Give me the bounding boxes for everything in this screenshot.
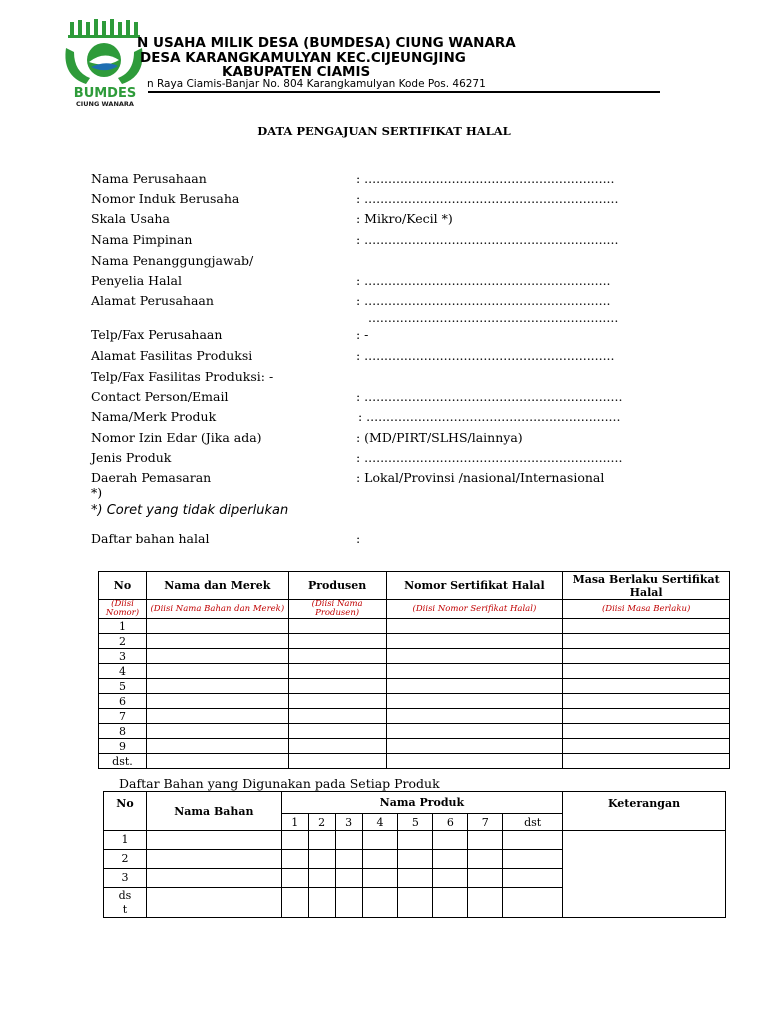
col-header-keterangan: Keterangan <box>563 792 726 831</box>
cell-nomor-sertifikat[interactable] <box>386 649 563 664</box>
cell-produk[interactable] <box>362 888 398 918</box>
hint-nomor-sertifikat: (Diisi Nomor Serifikat Halal) <box>386 600 563 619</box>
cell-nama-merek[interactable] <box>146 664 288 679</box>
row-number: 9 <box>99 739 147 754</box>
cell-produk[interactable] <box>362 850 398 869</box>
cell-masa-berlaku[interactable] <box>563 739 730 754</box>
col-header-nama-bahan: Nama Bahan <box>146 792 281 831</box>
table-header-row <box>99 572 730 600</box>
cell-nama-merek[interactable] <box>146 634 288 649</box>
cell-produk[interactable] <box>468 869 503 888</box>
cell-nomor-sertifikat[interactable] <box>386 754 563 769</box>
header-line-3: KABUPATEN CIAMIS <box>222 64 371 80</box>
row-number: 3 <box>104 869 147 888</box>
cell-nama-bahan[interactable] <box>146 869 281 888</box>
header-address: n Raya Ciamis-Banjar No. 804 Karangkamulyan Kode Pos. 46271 <box>147 78 486 90</box>
value-alamat-perusahaan[interactable]: : .............................................................. <box>356 293 611 308</box>
hint-nama-merek: (Diisi Nama Bahan dan Merek) <box>146 600 288 619</box>
table-row <box>99 739 730 754</box>
value-daerah-pemasaran[interactable]: : Lokal/Provinsi /nasional/Internasional <box>356 470 605 485</box>
strike-note: *) Coret yang tidak diperlukan <box>91 503 289 518</box>
cell-produk[interactable] <box>503 850 563 869</box>
value-nama-merk[interactable]: : ................................................................ <box>358 409 621 424</box>
cell-nama-bahan[interactable] <box>146 831 281 850</box>
row-number: 1 <box>99 619 147 634</box>
label-jenis-produk: Jenis Produk <box>91 450 172 465</box>
label-nama-merk: Nama/Merk Produk <box>91 409 217 424</box>
cell-produk[interactable] <box>335 850 362 869</box>
ingredients-per-product-table <box>103 791 726 918</box>
label-penanggungjawab: Nama Penanggungjawab/ <box>91 253 254 268</box>
cell-nama-bahan[interactable] <box>146 888 281 918</box>
table-header-row <box>104 792 726 814</box>
row-number: 7 <box>99 709 147 724</box>
cell-nama-merek[interactable] <box>146 709 288 724</box>
cell-produsen[interactable] <box>288 679 386 694</box>
col-header-produsen: Produsen <box>288 572 386 600</box>
col-header-nomor-sertifikat: Nomor Sertifikat Halal <box>386 572 563 600</box>
cell-produk[interactable] <box>433 850 468 869</box>
row-number: 2 <box>99 634 147 649</box>
hint-no: (Diisi Nomor) <box>99 600 147 619</box>
cell-produk[interactable] <box>362 869 398 888</box>
hint-masa-berlaku: (Diisi Masa Berlaku) <box>563 600 730 619</box>
label-alamat-perusahaan: Alamat Perusahaan <box>91 293 214 308</box>
cell-masa-berlaku[interactable] <box>563 679 730 694</box>
table-row <box>104 831 726 850</box>
cell-nomor-sertifikat[interactable] <box>386 634 563 649</box>
row-number: ds t <box>104 888 147 918</box>
cell-nomor-sertifikat[interactable] <box>386 619 563 634</box>
cell-produk[interactable] <box>308 869 335 888</box>
table-row <box>99 694 730 709</box>
cell-nomor-sertifikat[interactable] <box>386 739 563 754</box>
label-daftar-bahan: Daftar bahan halal <box>91 531 210 546</box>
header-divider <box>148 91 660 93</box>
cell-produk[interactable] <box>281 869 308 888</box>
cell-produsen[interactable] <box>288 649 386 664</box>
row-number: 2 <box>104 850 147 869</box>
cell-produk[interactable] <box>468 888 503 918</box>
value-skala-usaha[interactable]: : Mikro/Kecil *) <box>356 211 453 226</box>
building-icon <box>68 19 140 38</box>
cell-produk[interactable] <box>335 888 362 918</box>
table-row <box>99 724 730 739</box>
cell-produsen[interactable] <box>288 754 386 769</box>
cell-produk[interactable] <box>503 831 563 850</box>
cell-produk[interactable] <box>398 850 433 869</box>
cell-produk[interactable] <box>433 831 468 850</box>
label-alamat-fasilitas: Alamat Fasilitas Produksi <box>91 348 253 363</box>
cell-masa-berlaku[interactable] <box>563 724 730 739</box>
product-col-1: 1 <box>281 814 308 831</box>
cell-nama-bahan[interactable] <box>146 850 281 869</box>
table-row <box>99 709 730 724</box>
cell-nomor-sertifikat[interactable] <box>386 724 563 739</box>
label-telp-perusahaan: Telp/Fax Perusahaan <box>91 327 223 342</box>
cell-nama-merek[interactable] <box>146 649 288 664</box>
cell-produsen[interactable] <box>288 619 386 634</box>
cell-produk[interactable] <box>433 888 468 918</box>
cell-produsen[interactable] <box>288 709 386 724</box>
cell-nama-merek[interactable] <box>146 619 288 634</box>
label-nib: Nomor Induk Berusaha <box>91 191 240 206</box>
cell-produk[interactable] <box>398 869 433 888</box>
logo-subtext: CIUNG WANARA <box>76 100 134 108</box>
cell-keterangan[interactable] <box>563 831 726 918</box>
page-title: DATA PENGAJUAN SERTIFIKAT HALAL <box>257 124 511 138</box>
row-number: 5 <box>99 679 147 694</box>
cell-produk[interactable] <box>398 831 433 850</box>
table-hint-row <box>99 600 730 619</box>
cell-produk[interactable] <box>281 888 308 918</box>
table-row <box>99 634 730 649</box>
product-col-4: 4 <box>362 814 398 831</box>
cell-nama-merek[interactable] <box>146 694 288 709</box>
value-alamat-perusahaan-line2[interactable]: ............................................................... <box>368 310 619 325</box>
table-row <box>99 664 730 679</box>
row-number: 1 <box>104 831 147 850</box>
value-jenis-produk[interactable]: : ................................................................. <box>356 450 623 465</box>
cell-masa-berlaku[interactable] <box>563 694 730 709</box>
row-number: 4 <box>99 664 147 679</box>
bumdes-logo <box>60 18 150 108</box>
label-nama-pimpinan: Nama Pimpinan <box>91 232 193 247</box>
cell-produk[interactable] <box>281 831 308 850</box>
header-line-2: DESA KARANGKAMULYAN KEC.CIJEUNGJING <box>140 50 466 66</box>
col-header-masa-berlaku: Masa Berlaku Sertifikat Halal <box>563 572 730 600</box>
cell-produk[interactable] <box>503 869 563 888</box>
label-penyelia-halal: Penyelia Halal <box>91 273 182 288</box>
cell-produk[interactable] <box>468 831 503 850</box>
cell-produk[interactable] <box>281 850 308 869</box>
cell-produsen[interactable] <box>288 634 386 649</box>
row-number: dst. <box>99 754 147 769</box>
product-col-2: 2 <box>308 814 335 831</box>
product-col-5: 5 <box>398 814 433 831</box>
label-daerah-pemasaran: Daerah Pemasaran <box>91 470 212 485</box>
label-nama-perusahaan: Nama Perusahaan <box>91 171 207 186</box>
logo-text: BUMDES <box>73 86 137 101</box>
header-line-1: N USAHA MILIK DESA (BUMDESA) CIUNG WANARA <box>137 35 516 51</box>
table-row <box>99 649 730 664</box>
value-daftar-bahan: : <box>356 531 361 546</box>
value-contact-person[interactable]: : ................................................................. <box>356 389 623 404</box>
cell-nomor-sertifikat[interactable] <box>386 709 563 724</box>
cell-produsen[interactable] <box>288 694 386 709</box>
cell-produk[interactable] <box>335 831 362 850</box>
value-nama-perusahaan[interactable]: : ............................................................... <box>356 171 615 186</box>
row-number: 3 <box>99 649 147 664</box>
label-contact-person: Contact Person/Email <box>91 389 229 404</box>
cell-masa-berlaku[interactable] <box>563 709 730 724</box>
cell-produk[interactable] <box>468 850 503 869</box>
cell-produsen[interactable] <box>288 724 386 739</box>
value-nama-pimpinan[interactable]: : ................................................................ <box>356 232 619 247</box>
value-izin-edar[interactable]: : (MD/PIRT/SLHS/lainnya) <box>356 430 523 445</box>
cell-nama-merek[interactable] <box>146 739 288 754</box>
product-col-7: 7 <box>468 814 503 831</box>
row-number: 6 <box>99 694 147 709</box>
cell-nama-merek[interactable] <box>146 754 288 769</box>
cell-nama-merek[interactable] <box>146 679 288 694</box>
table-row <box>99 679 730 694</box>
cell-nomor-sertifikat[interactable] <box>386 694 563 709</box>
cell-masa-berlaku[interactable] <box>563 754 730 769</box>
cell-produsen[interactable] <box>288 664 386 679</box>
cell-produk[interactable] <box>503 888 563 918</box>
cell-masa-berlaku[interactable] <box>563 634 730 649</box>
label-izin-edar: Nomor Izin Edar (Jika ada) <box>91 430 262 445</box>
cell-produk[interactable] <box>335 869 362 888</box>
cell-produk[interactable] <box>433 869 468 888</box>
cell-produsen[interactable] <box>288 739 386 754</box>
cell-produk[interactable] <box>362 831 398 850</box>
label-telp-fasilitas: Telp/Fax Fasilitas Produksi: - <box>91 369 274 384</box>
col-header-no: No <box>99 572 147 600</box>
product-col-6: 6 <box>433 814 468 831</box>
product-col-3: 3 <box>335 814 362 831</box>
hint-produsen: (Diisi Nama Produsen) <box>288 600 386 619</box>
value-telp-perusahaan[interactable]: : - <box>356 327 369 342</box>
cell-masa-berlaku[interactable] <box>563 664 730 679</box>
value-nib[interactable]: : ................................................................ <box>356 191 619 206</box>
halal-ingredients-table <box>98 571 730 769</box>
daerah-pemasaran-footnote-mark: *) <box>91 485 103 500</box>
cell-nama-merek[interactable] <box>146 724 288 739</box>
right-leaf-icon <box>118 48 143 84</box>
cell-produk[interactable] <box>308 888 335 918</box>
cell-nomor-sertifikat[interactable] <box>386 679 563 694</box>
col-header-nama-produk: Nama Produk <box>281 792 562 814</box>
cell-produk[interactable] <box>308 831 335 850</box>
row-number: 8 <box>99 724 147 739</box>
product-col-dst: dst <box>503 814 563 831</box>
col-header-nama-merek: Nama dan Merek <box>146 572 288 600</box>
cell-nomor-sertifikat[interactable] <box>386 664 563 679</box>
value-penyelia-halal[interactable]: : .............................................................. <box>356 273 611 288</box>
table2-caption: Daftar Bahan yang Digunakan pada Setiap Produk <box>119 776 440 791</box>
cell-masa-berlaku[interactable] <box>563 649 730 664</box>
cell-masa-berlaku[interactable] <box>563 619 730 634</box>
left-leaf-icon <box>65 48 90 84</box>
table-row <box>99 754 730 769</box>
col-header-no: No <box>104 792 147 831</box>
table-row <box>99 619 730 634</box>
cell-produk[interactable] <box>398 888 433 918</box>
cell-produk[interactable] <box>308 850 335 869</box>
value-alamat-fasilitas[interactable]: : ............................................................... <box>356 348 615 363</box>
label-skala-usaha: Skala Usaha <box>91 211 170 226</box>
